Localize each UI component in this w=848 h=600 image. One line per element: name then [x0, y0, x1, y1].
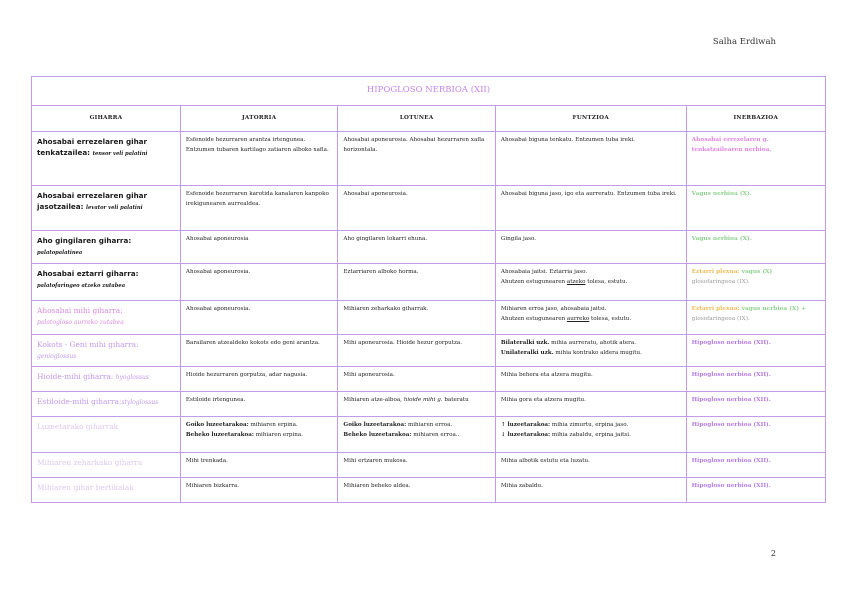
function-cell: [495, 335, 686, 367]
insertion-term: Goiko luzeetarakoa:: [343, 422, 407, 428]
header-function: FUNTZIOA: [495, 106, 686, 132]
function-term: ↓ luzeetarakoa:: [500, 431, 551, 438]
function-line: Mihiaren erroa jaso, ahosabaia jaitsi.: [500, 306, 607, 312]
origin-cell: Esfenoide hezurraren karotida kanalaren kanpoko irekigunearen aurrealdea.: [180, 186, 338, 231]
header-insertion: LOTUNEA: [338, 106, 496, 132]
header-innervation: INERBAZIOA: [686, 106, 825, 132]
latin-name: styloglossus: [121, 399, 159, 406]
muscle-name: Ahosabai eztarri giharra:: [37, 269, 139, 278]
muscle-cell: [32, 417, 181, 453]
insertion-cell: Mihi aponeurosia. Hioide hezur gorputza.: [338, 335, 496, 367]
function-term: Bilateralki uzk.: [500, 340, 550, 346]
underlined-term: atzeko: [566, 278, 586, 285]
latin-name: palatopalatinea: [37, 250, 83, 256]
muscle-cell: [32, 478, 181, 503]
header-muscle: GIHARRA: [32, 106, 181, 132]
insertion-italic: hioide mihi g.: [403, 397, 443, 403]
function-cell: Ahosabai biguna tenkatu. Entzumen tuba ireki.: [495, 132, 686, 186]
muscle-name: Hioide-mihi giharra:: [37, 372, 114, 381]
muscle-cell: [32, 264, 181, 301]
muscle-name: Mihiaren gihar bertikalak: [37, 483, 134, 492]
innervation-cell: Hipogloso nerbioa (XII).: [686, 392, 825, 417]
nerve-muscle-table: [31, 76, 826, 503]
function-line: Ahutzen estugunearen: [500, 278, 567, 285]
insertion-term: Beheko luzeetarakoa:: [343, 431, 412, 438]
muscle-name: Ahosabai errezelaren gihar tenkatzailea:: [37, 137, 148, 157]
insertion-text: Mihiaren atze-alboa,: [343, 397, 404, 403]
function-cell: Gingila jaso.: [495, 231, 686, 264]
latin-name: palatogloso aurreko zutabea: [37, 319, 124, 326]
function-cell: [495, 417, 686, 453]
function-line-end: tolesa, estutu.: [585, 278, 628, 285]
function-cell: Mihia albotik estutu eta luzatu.: [495, 453, 686, 478]
latin-name: genioglossus: [37, 353, 77, 360]
table-row: [32, 301, 826, 335]
innervation-cell: Hipogloso nerbioa (XII).: [686, 453, 825, 478]
function-line: mihia zabaldu, erpina jaitsi.: [550, 431, 631, 438]
table-row: [32, 186, 826, 231]
latin-name: levator veli palatini: [86, 205, 143, 211]
function-cell: Mihia zabaldu.: [495, 478, 686, 503]
muscle-cell: [32, 132, 181, 186]
origin-cell: Mihi trenkada.: [180, 453, 338, 478]
origin-term: Beheko luzeetarakoa:: [185, 431, 254, 438]
muscle-cell: [32, 335, 181, 367]
origin-term: Goiko luzeetarakoa:: [185, 422, 249, 428]
table-row: [32, 231, 826, 264]
innervation-cell: [686, 264, 825, 301]
origin-line: mihiaren erpina.: [248, 422, 298, 428]
insertion-cell: Eztarriaren alboko horma.: [338, 264, 496, 301]
table-title: HIPOGLOSO NERBIOA (XII): [32, 77, 826, 106]
underlined-term: aurreko: [566, 315, 590, 322]
muscle-name: Kokots - Geni mihi giharra:: [37, 340, 139, 349]
insertion-text-end: bateratu: [442, 397, 469, 403]
author-name: Salha Erdiwah: [712, 37, 776, 47]
muscle-cell: [32, 453, 181, 478]
function-cell: Ahosabai biguna jaso, igo eta aurreratu. Entzumen tuba ireki.: [495, 186, 686, 231]
innervation-cell: Hipogloso nerbioa (XII).: [686, 417, 825, 453]
insertion-cell: Ahosabai aponeurosia.: [338, 186, 496, 231]
muscle-name: Aho gingilaren giharra:: [37, 236, 132, 245]
table-row: [32, 417, 826, 453]
muscle-cell: [32, 392, 181, 417]
latin-name: palatofaringeo atzeko zutabea: [37, 283, 126, 289]
innervation-cell: Hipogloso nerbioa (XII).: [686, 367, 825, 392]
table-row: [32, 478, 826, 503]
function-line: mihia kontrako aldera mugitu.: [553, 349, 642, 356]
innervation-cell: Hipogloso nerbioa (XII).: [686, 478, 825, 503]
insertion-cell: [338, 392, 496, 417]
muscle-name: Ahosabai mihi giharra:: [37, 306, 123, 315]
table-row: [32, 132, 826, 186]
insertion-cell: Aho gingilaren lokarri ehuna.: [338, 231, 496, 264]
header-origin: JATORRIA: [180, 106, 338, 132]
table-row: [32, 335, 826, 367]
nerve-label: vagus (X): [739, 269, 773, 275]
origin-cell: Ahosabai aponeurosia.: [180, 301, 338, 335]
origin-line: mihiaren erpina.: [253, 431, 303, 438]
insertion-line: mihiaren erroa.: [406, 422, 453, 428]
muscle-name: Estiloide-mihi giharra:: [37, 397, 122, 406]
innervation-cell: Vagus nerbioa (X).: [686, 186, 825, 231]
function-cell: Mihia behera eta atzera mugitu.: [495, 367, 686, 392]
latin-name: tensor veli palatini: [92, 151, 148, 157]
table-row: [32, 392, 826, 417]
nerve-label: glosofaringeoa (IX).: [691, 315, 750, 322]
origin-cell: Estiloide irtengunea.: [180, 392, 338, 417]
origin-cell: Ahosabai aponeurosia: [180, 231, 338, 264]
function-cell: [495, 301, 686, 335]
function-line: mihia zimurtu, erpina jaso.: [550, 422, 629, 428]
table-row: [32, 367, 826, 392]
muscle-cell: [32, 186, 181, 231]
muscle-name: Mihiaren zeharkako giharra: [37, 458, 143, 467]
origin-cell: Barailaren atzealdeko kokots edo geni arantza.: [180, 335, 338, 367]
function-cell: [495, 264, 686, 301]
function-line: Ahutzen estugunearen: [500, 315, 567, 322]
plexus-label: Eztarri plexua:: [691, 306, 740, 312]
insertion-cell: Mihi aponeurosia.: [338, 367, 496, 392]
function-term: ↑ luzeetarakoa:: [500, 422, 551, 428]
insertion-cell: Ahosabai aponeurosia. Ahosabai hezurraren xafla horizontala.: [338, 132, 496, 186]
function-term: Unilateralki uzk.: [500, 349, 554, 356]
insertion-cell: Mihiaren zeharkako giharrak.: [338, 301, 496, 335]
insertion-cell: Mihi ertzaren mukosa.: [338, 453, 496, 478]
muscle-cell: [32, 301, 181, 335]
nerve-label: glosofaringeoa (IX).: [691, 278, 750, 285]
table-row: [32, 453, 826, 478]
table-row: [32, 264, 826, 301]
page-number: 2: [770, 549, 776, 558]
function-line-end: tolesa, estutu.: [589, 315, 632, 322]
origin-cell: Hioide hezurraren gorputza, adar nagusia.: [180, 367, 338, 392]
function-line: Ahosabaia jaitsi. Eztarria jaso.: [500, 269, 588, 275]
innervation-cell: Vagus nerbioa (X).: [686, 231, 825, 264]
nerve-label: vagus nerbioa (X) +: [739, 306, 807, 312]
plexus-label: Eztarri plexua:: [691, 269, 740, 275]
origin-cell: Esfenoide hezurraren arantza irtengunea. Entzumen tubaren kartilago zatiaren alboko xafla.: [180, 132, 338, 186]
innervation-cell: Hipogloso nerbioa (XII).: [686, 335, 825, 367]
origin-cell: Ahosabai aponeurosia.: [180, 264, 338, 301]
latin-name: hyoglossus: [115, 374, 149, 381]
innervation-cell: Ahosabai errezelaren g. tenkatzailearen nerbioa.: [686, 132, 825, 186]
function-cell: Mihia gora eta atzera mugitu.: [495, 392, 686, 417]
origin-cell: Mihiaren bizkarra.: [180, 478, 338, 503]
muscle-name: Ahosabai errezelaren gihar jasotzailea:: [37, 191, 148, 211]
origin-cell: [180, 417, 338, 453]
insertion-cell: [338, 417, 496, 453]
muscle-cell: [32, 231, 181, 264]
function-line: mihia aurreratu, ahotik atera.: [549, 340, 636, 346]
innervation-cell: [686, 301, 825, 335]
muscle-cell: [32, 367, 181, 392]
insertion-line: mihiaren erroa..: [411, 431, 460, 438]
muscle-name: Luzeetarako giharrak: [37, 422, 119, 431]
insertion-cell: Mihiaren beheko aldea.: [338, 478, 496, 503]
